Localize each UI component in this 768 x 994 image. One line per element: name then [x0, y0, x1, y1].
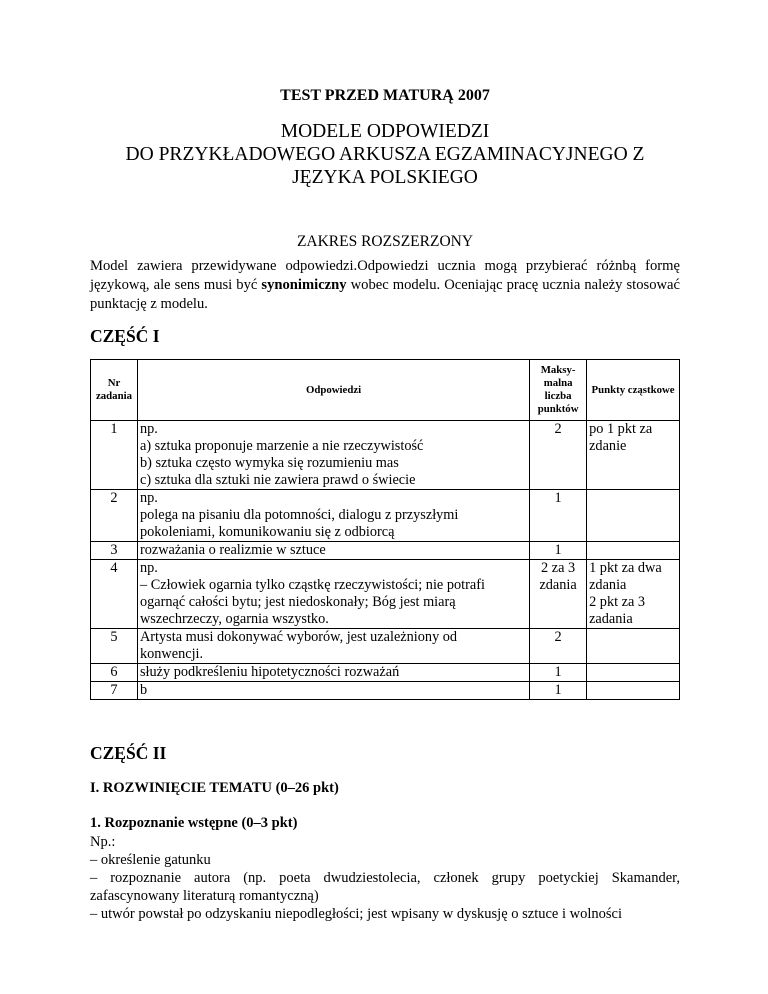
section-heading: I. ROZWINIĘCIE TEMATU (0–26 pkt) [90, 780, 339, 796]
cell-task-number: 6 [91, 664, 138, 682]
table-row [91, 682, 680, 700]
cell-task-number: 5 [91, 629, 138, 664]
cell-max-points [530, 629, 587, 664]
cell-max-points-line: 1 [554, 682, 562, 698]
table-row [91, 542, 680, 560]
cell-partial-points [587, 542, 680, 560]
cell-task-number: 7 [91, 682, 138, 700]
cell-partial-points [587, 490, 680, 542]
table-row [91, 421, 680, 490]
cell-partial-points [587, 560, 680, 629]
body-line: – rozpoznanie autora (np. poeta dwudziestolecia, członek grupy poetyckiej Skamander, [90, 870, 680, 886]
cell-answer-line: b [139, 682, 148, 698]
cell-answer [137, 629, 529, 664]
cell-answer-line: np. [139, 421, 158, 437]
cell-max-points-line: 1 [554, 542, 562, 558]
column-header-max: Maksy-malna liczba punktów [530, 360, 587, 421]
cell-max-points [530, 421, 587, 490]
body-line: Np.: [90, 834, 116, 850]
cell-task-number: 3 [91, 542, 138, 560]
table-body [91, 421, 680, 700]
intro-bold-word: synonimiczny [261, 277, 347, 293]
cell-partial-points-line: po 1 pkt za [589, 421, 653, 437]
cell-answer-line: np. [139, 490, 158, 506]
cell-max-points-line: 1 [554, 490, 562, 506]
cell-answer-line: wszechrzeczy, ogarnia wszystko. [139, 611, 329, 627]
main-title [75, 120, 695, 189]
test-title: TEST PRZED MATURĄ 2007 [280, 87, 490, 104]
cell-task-number: 2 [91, 490, 138, 542]
table-row [91, 629, 680, 664]
table-header-row [91, 360, 680, 421]
intro-text: wobec modelu. Oceniając pracę ucznia należy stosować punktację z modelu. [90, 277, 681, 312]
subsection-heading: 1. Rozpoznanie wstępne (0–3 pkt) [90, 815, 298, 831]
cell-partial-points [587, 664, 680, 682]
cell-answer [137, 421, 529, 490]
body-line: zafascynowany literaturą romantyczną) [90, 888, 319, 904]
cell-max-points [530, 682, 587, 700]
cell-answer-line: pokoleniami, komunikowaniu się z odbiorcą [139, 524, 395, 540]
part2-heading: CZĘŚĆ II [90, 743, 167, 763]
main-title-line: JĘZYKA POLSKIEGO [292, 167, 478, 188]
cell-answer-line: np. [139, 560, 158, 576]
cell-answer-line: rozważania o realizmie w sztuce [139, 542, 326, 558]
column-header-answers: Odpowiedzi [137, 360, 529, 421]
cell-max-points-line: 2 [554, 421, 562, 437]
table-row [91, 490, 680, 542]
cell-answer-line: b) sztuka często wymyka się rozumieniu mas [139, 455, 399, 471]
cell-answer [137, 664, 529, 682]
body-text [90, 833, 680, 923]
cell-max-points-line: 2 za 3 [541, 560, 576, 576]
cell-partial-points-line: 2 pkt za 3 [589, 594, 646, 610]
body-line: – określenie gatunku [90, 852, 211, 868]
cell-max-points-line: 2 [554, 629, 562, 645]
main-title-line: DO PRZYKŁADOWEGO ARKUSZA EGZAMINACYJNEGO Z [125, 144, 645, 165]
cell-answer-line: konwencji. [139, 646, 204, 662]
cell-answer [137, 560, 529, 629]
cell-max-points-line: 1 [554, 664, 562, 680]
cell-partial-points-line: 1 pkt za dwa [589, 560, 662, 576]
answers-table [90, 359, 680, 700]
cell-max-points [530, 560, 587, 629]
column-header-nr: Nr zadania [91, 360, 138, 421]
cell-answer-line: c) sztuka dla sztuki nie zawiera prawd o świecie [139, 472, 416, 488]
body-line: – utwór powstał po odzyskaniu niepodległości; jest wpisany w dyskusję o sztuce i wolności [90, 906, 622, 922]
column-header-partial: Punkty cząstkowe [587, 360, 680, 421]
table-row [91, 664, 680, 682]
cell-answer-line: polega na pisaniu dla potomności, dialogu z przyszłymi [139, 507, 459, 523]
cell-max-points-line: zdania [539, 577, 577, 593]
cell-task-number: 1 [91, 421, 138, 490]
cell-partial-points [587, 682, 680, 700]
cell-answer-line: służy podkreśleniu hipotetyczności rozważań [139, 664, 400, 680]
cell-answer [137, 682, 529, 700]
cell-answer-line: ogarnąć całości bytu; jest niedoskonały; Bóg jest miarą [139, 594, 456, 610]
cell-max-points [530, 664, 587, 682]
cell-max-points [530, 490, 587, 542]
intro-text: Model zawiera przewidywane odpowiedzi.Odpowiedzi ucznia mogą przybierać różnbą formę językową, ale sens musi być [90, 258, 680, 293]
cell-answer [137, 490, 529, 542]
intro-paragraph [90, 257, 680, 314]
cell-partial-points-line: zdanie [589, 438, 627, 454]
scope-heading: ZAKRES ROZSZERZONY [296, 233, 474, 250]
cell-answer-line: a) sztuka proponuje marzenie a nie rzeczywistość [139, 438, 424, 454]
table-row [91, 560, 680, 629]
part1-heading: CZĘŚĆ I [90, 326, 160, 346]
cell-partial-points [587, 421, 680, 490]
cell-partial-points [587, 629, 680, 664]
cell-partial-points-line: zdania [589, 577, 627, 593]
cell-partial-points-line: zadania [589, 611, 633, 627]
cell-answer-line: Artysta musi dokonywać wyborów, jest uzależniony od [139, 629, 458, 645]
cell-max-points [530, 542, 587, 560]
main-title-line: MODELE ODPOWIEDZI [280, 121, 490, 142]
cell-answer-line: – Człowiek ogarnia tylko cząstkę rzeczywistości; nie potrafi [139, 577, 485, 593]
cell-task-number: 4 [91, 560, 138, 629]
cell-answer [137, 542, 529, 560]
